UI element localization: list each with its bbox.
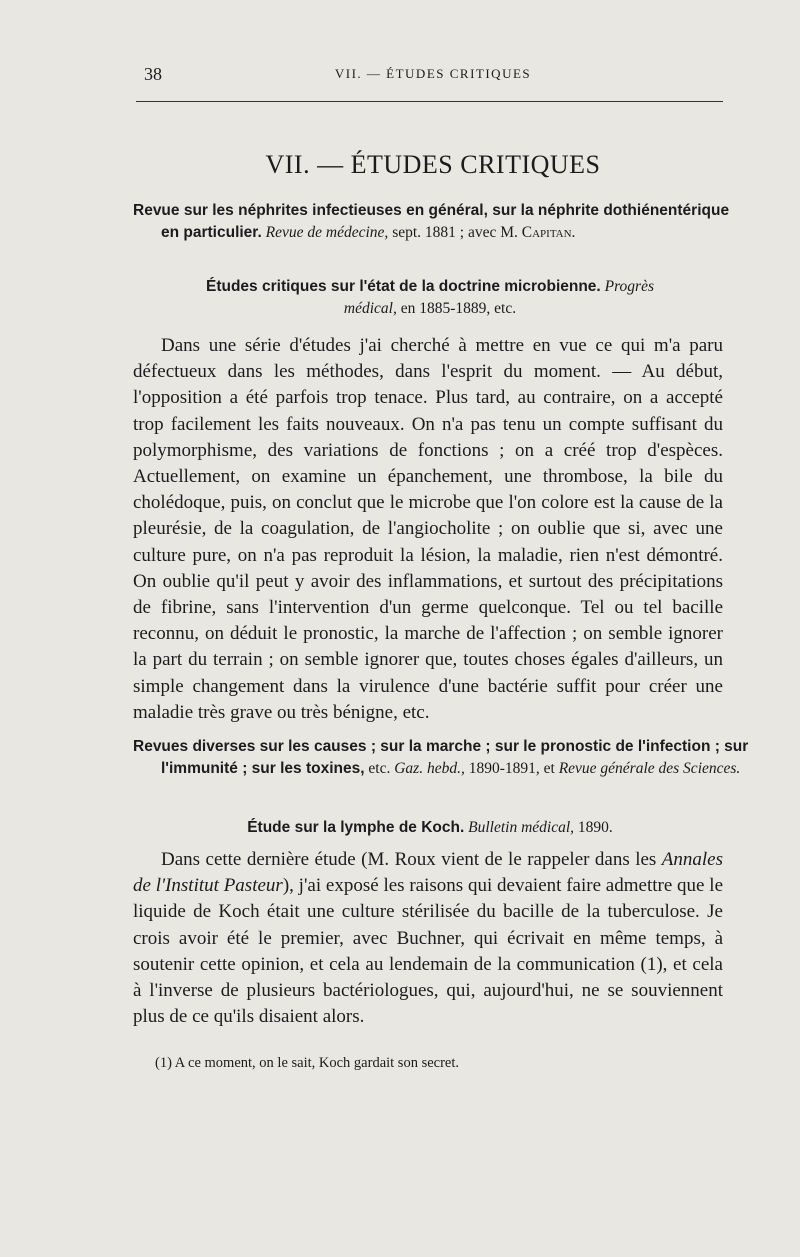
journal-name-cont: médical, xyxy=(343,300,397,317)
running-title: VII. — ÉTUDES CRITIQUES xyxy=(334,66,532,81)
coauthor: Capitan. xyxy=(521,224,576,241)
entry-title: Revues diverses sur les causes ; sur la marche ; sur le pronostic de l'infection ; sur l'immunité ; sur les toxines, xyxy=(133,738,749,777)
body-paragraph-1: Dans une série d'études j'ai cherché à mettre en vue ce qui m'a paru défectueux dans les méthodes, dans l'esprit du moment. — Au début, l'opposition a été parfois trop tenace. Plus tard, au contraire, on a accepté trop facilement les faits nouveaux. On n'a pas tenu un compte suffisant du polymorphisme, des variations de fonctions ; on a créé trop d'espèces. Actuellement, on examine un épanchement, une thrombose, la bile du cholédoque, puis, on conclut que le microbe que l'on colore est la cause de la pleurésie, de la coagulation, de l'angiocholite ; on oublie que si, avec une culture pure, on n'a pas reproduit la lésion, la maladie, rien n'est démontré. On oublie qu'il peut y avoir des inflammations, et surtout des précipitations de fibrine, sans l'intervention d'un germe quelconque. Tel ou tel bacille reconnu, on déduit le pronostic, la marche de l'affection ; on semble ignorer la part du terrain ; on semble ignorer que, toutes choses égales d'ailleurs, un simple changement dans la virulence d'une bactérie suffit pour créer une maladie très grave ou très bénigne, etc. xyxy=(133,335,723,723)
bibliography-entry-1 xyxy=(133,200,751,244)
bibliography-entry-2 xyxy=(150,276,710,320)
entry-details: etc. xyxy=(364,760,395,777)
paragraph-text-cont: ), j'ai exposé les raisons qui devaient faire admettre que le liquide de Koch était une culture stérilisée du bacille de la tuberculose. Je crois avoir été le premier, avec Buchner, qui écrivait en même temps, à soutenir cette opinion, et cela au lendemain de la communication (1), et cela à l'inverse de plusieurs bactériologues, qui, aujourd'hui, ne se souviennent plus de ce qu'ils disaient alors. xyxy=(133,875,723,1028)
chapter-title: VII. — ÉTUDES CRITIQUES xyxy=(265,150,601,179)
footnote: (1) A ce moment, on le sait, Koch gardait son secret. xyxy=(155,1055,460,1071)
entry-details: 1890. xyxy=(574,819,613,836)
page-header xyxy=(144,64,722,88)
entry-details: sept. 1881 ; avec M. xyxy=(388,224,522,241)
journal-name: Revue de médecine, xyxy=(265,224,389,241)
bibliography-entry-4 xyxy=(150,817,710,839)
page-number: 38 xyxy=(144,64,162,84)
journal-name: Bulletin médical, xyxy=(468,819,575,836)
entry-title: Revue sur les néphrites infectieuses en général, sur la néphrite dothiénentérique en particulier. xyxy=(133,202,730,241)
bibliography-entry-3 xyxy=(133,736,751,780)
entry-details: en 1885-1889, etc. xyxy=(396,300,517,317)
entry-details-2: 1890-1891, et xyxy=(464,760,559,777)
journal-name: Gaz. hebd., xyxy=(394,760,465,777)
header-rule xyxy=(136,101,723,102)
journal-reference: Annales de l'Institut Pasteur xyxy=(133,849,723,897)
paragraph-text: Dans cette dernière étude (M. Roux vient de le rappeler dans les xyxy=(161,849,662,870)
journal-name-2: Revue générale des Sciences. xyxy=(558,760,741,777)
entry-title: Études critiques sur l'état de la doctrine microbienne. xyxy=(206,278,601,295)
entry-title: Étude sur la lymphe de Koch. xyxy=(247,819,465,836)
body-paragraph-2 xyxy=(133,847,723,1030)
journal-name: Progrès xyxy=(604,278,654,295)
